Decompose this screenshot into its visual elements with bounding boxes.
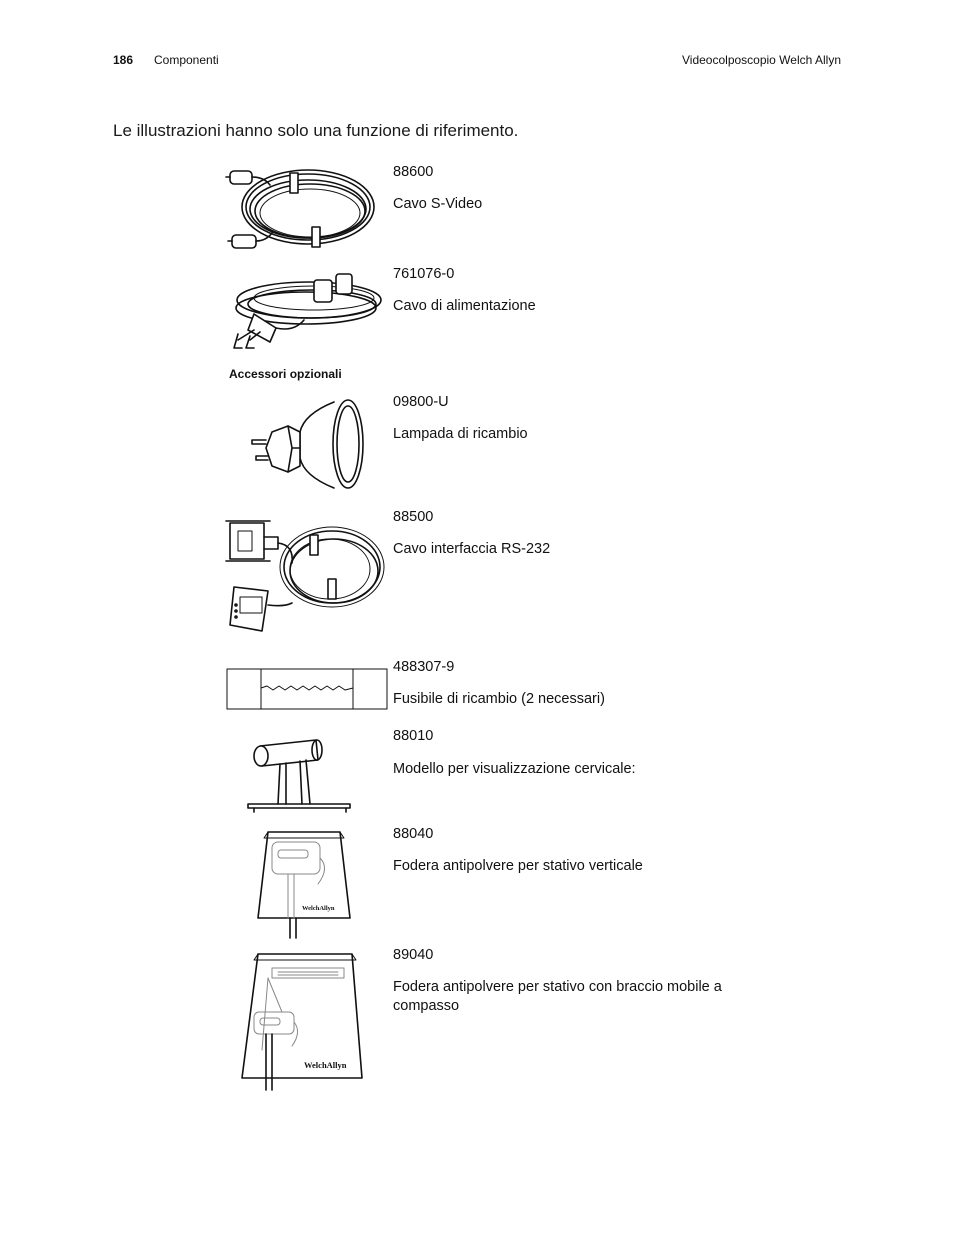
intro-text: Le illustrazioni hanno solo una funzione di riferimento. [113,121,519,140]
item-description-761076-0: Cavo di alimentazione [393,298,536,314]
item-description-488307-9: Fusibile di ricambio (2 necessari) [393,691,605,707]
fuse-icon [226,668,388,712]
item-description-88040: Fodera antipolvere per stativo verticale [393,858,643,874]
welch-allyn-logo-2: WelchAllyn [304,1060,347,1070]
optional-accessories-heading: Accessori opzionali [229,367,342,381]
item-code-88010: 88010 [393,728,434,744]
item-code-88500: 88500 [393,509,434,525]
item-code-488307-9: 488307-9 [393,659,455,675]
cervical-model-icon [240,734,360,814]
coiled-cable-icon [224,163,384,258]
lamp-icon [248,396,373,501]
section-title: Componenti [154,53,219,67]
item-description-88500: Cavo interfaccia RS-232 [393,541,551,557]
item-code-89040: 89040 [393,947,434,963]
dust-cover-icon [254,828,354,940]
item-description-88600: Cavo S-Video [393,196,483,212]
power-cord-icon [224,270,389,355]
dust-cover-arm-icon [238,950,366,1090]
item-code-761076-0: 761076-0 [393,266,455,282]
welch-allyn-logo: WelchAllyn [302,905,335,912]
serial-cable-icon [224,515,384,647]
item-code-88600: 88600 [393,164,434,180]
item-description-88010: Modello per visualizzazione cervicale: [393,761,636,777]
item-description-09800-u: Lampada di ricambio [393,426,528,442]
item-code-09800-u: 09800-U [393,394,449,410]
item-code-88040: 88040 [393,826,434,842]
item-description-89040: Fodera antipolvere per stativo con braccio mobile a compasso [393,979,722,1014]
page-number: 186 [113,53,134,67]
document-title: Videocolposcopio Welch Allyn [682,53,841,67]
